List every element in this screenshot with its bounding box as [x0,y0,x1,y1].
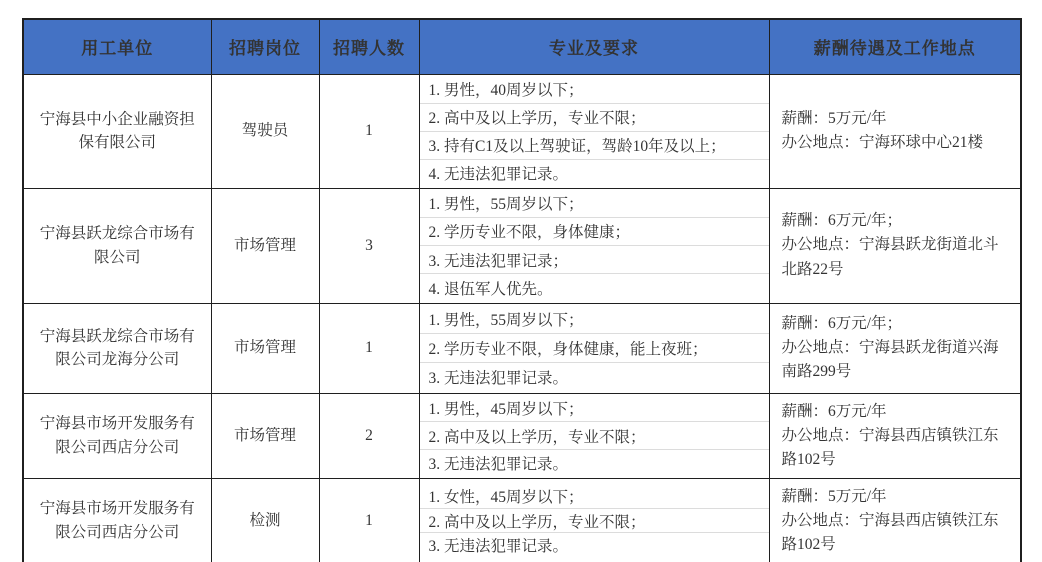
company-name: 宁海县市场开发服务有限公司西店分公司 [23,393,211,478]
requirement-line: 2. 学历专业不限，身体健康，能上夜班； [420,334,769,363]
requirement-line: 1. 男性，55周岁以下； [420,190,769,218]
requirement-line: 4. 无违法犯罪记录。 [428,166,569,183]
company-name: 宁海县跃龙综合市场有限公司 [23,188,211,303]
headcount: 1 [319,478,419,562]
requirement-line: 2. 学历专业不限，身体健康； [420,218,769,246]
headcount: 1 [319,74,419,188]
position-name: 驾驶员 [211,74,319,188]
office-location-line: 办公地点：宁海县西店镇铁江东路102号 [781,426,999,468]
requirement-line: 3. 无违法犯罪记录。 [428,456,569,474]
salary-line: 薪酬：5万元/年 [781,109,887,127]
salary-location-cell [769,188,1021,303]
requirements-cell [419,188,769,303]
company-name: 宁海县跃龙综合市场有限公司龙海分公司 [23,303,211,393]
headcount: 2 [319,393,419,478]
requirement-line: 4. 退伍军人优先。 [428,280,553,298]
requirements-cell [419,393,769,478]
header-requirements: 专业及要求 [419,19,769,74]
recruitment-table [22,18,1022,562]
requirement-line: 2. 高中及以上学历，专业不限； [420,104,769,132]
position-name: 检测 [211,478,319,562]
requirement-line: 1. 女性，45周岁以下； [420,484,769,509]
salary-location-cell [769,74,1021,188]
table-row [23,188,1021,303]
requirement-line: 3. 无违法犯罪记录。 [428,538,569,556]
salary-location-cell [769,303,1021,393]
requirement-line: 3. 持有C1及以上驾驶证，驾龄10年及以上； [420,132,769,160]
requirement-line: 1. 男性，40周岁以下； [420,76,769,104]
table-row [23,74,1021,188]
requirements-cell [419,74,769,188]
table-row [23,478,1021,562]
requirement-line: 1. 男性，45周岁以下； [420,395,769,423]
headcount: 3 [319,188,419,303]
salary-line: 薪酬：6万元/年 [781,402,887,420]
salary-line: 薪酬：6万元/年； [781,212,903,230]
requirement-line: 1. 男性，55周岁以下； [420,305,769,334]
requirement-line: 2. 高中及以上学历，专业不限； [420,509,769,534]
position-name: 市场管理 [211,303,319,393]
header-position: 招聘岗位 [211,19,319,74]
requirements-cell [419,303,769,393]
requirements-cell [419,478,769,562]
header-salary-location: 薪酬待遇及工作地点 [769,19,1021,74]
office-location-line: 办公地点：宁海环球中心21楼 [781,134,984,151]
office-location-line: 办公地点：宁海县西店镇铁江东路102号 [781,511,999,553]
company-name: 宁海县中小企业融资担保有限公司 [23,74,211,188]
requirement-line: 3. 无违法犯罪记录。 [428,370,569,388]
salary-line: 薪酬：5万元/年 [781,487,887,505]
salary-location-cell [769,478,1021,562]
position-name: 市场管理 [211,188,319,303]
company-name: 宁海县市场开发服务有限公司西店分公司 [23,478,211,562]
requirement-line: 2. 高中及以上学历，专业不限； [420,422,769,450]
header-count: 招聘人数 [319,19,419,74]
headcount: 1 [319,303,419,393]
office-location-line: 办公地点：宁海县跃龙街道北斗北路22号 [781,236,999,278]
office-location-line: 办公地点：宁海县跃龙街道兴海南路299号 [781,338,999,380]
table-row [23,303,1021,393]
table-row [23,393,1021,478]
requirement-line: 3. 无违法犯罪记录； [420,246,769,274]
header-company: 用工单位 [23,19,211,74]
salary-line: 薪酬：6万元/年； [781,314,903,332]
header-row [23,19,1021,74]
salary-location-cell [769,393,1021,478]
position-name: 市场管理 [211,393,319,478]
